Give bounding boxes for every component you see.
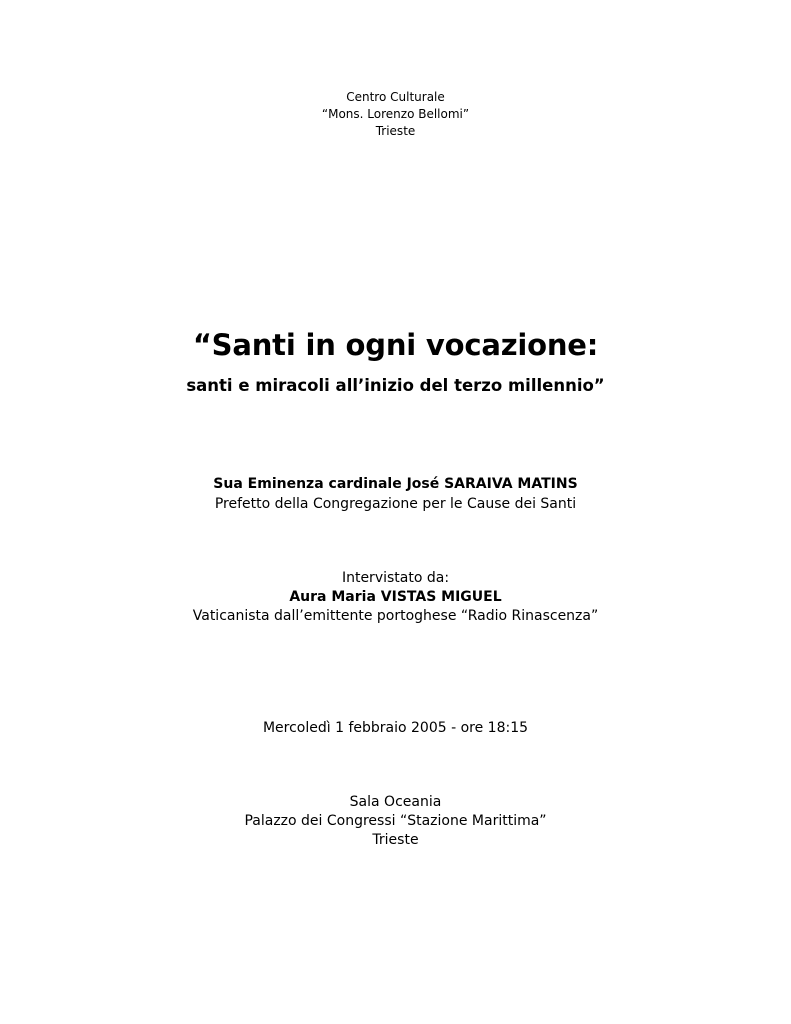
event-date: [0, 718, 791, 738]
venue-room: Sala Oceania: [349, 794, 442, 810]
event-title: [0, 325, 791, 365]
event-title-main: “Santi in ogni vocazione:: [192, 328, 599, 362]
interviewer-section: [0, 569, 791, 626]
interviewer-intro: Intervistato da:: [341, 570, 450, 586]
speaker-role: Prefetto della Congregazione per le Cause dei Santi: [214, 496, 577, 512]
speaker-name: Sua Eminenza cardinale José SARAIVA MATINS: [213, 476, 578, 492]
venue-section: [0, 793, 791, 850]
organizer-name: Centro Culturale: [346, 90, 445, 104]
venue-building: Palazzo dei Congressi “Stazione Marittima”: [244, 813, 547, 829]
organizer-dedication: “Mons. Lorenzo Bellomi”: [321, 107, 470, 121]
event-subtitle: [0, 374, 791, 398]
interviewer-name: Aura Maria VISTAS MIGUEL: [289, 589, 502, 605]
organizer-city: Trieste: [375, 124, 416, 138]
speaker-section: [0, 474, 791, 514]
venue-city: Trieste: [372, 832, 419, 848]
organizer-header: [0, 89, 791, 140]
event-datetime: Mercoledì 1 febbraio 2005 - ore 18:15: [262, 720, 529, 736]
event-subtitle-text: santi e miracoli all’inizio del terzo millennio”: [186, 376, 605, 395]
interviewer-role: Vaticanista dall’emittente portoghese “Radio Rinascenza”: [192, 608, 599, 624]
